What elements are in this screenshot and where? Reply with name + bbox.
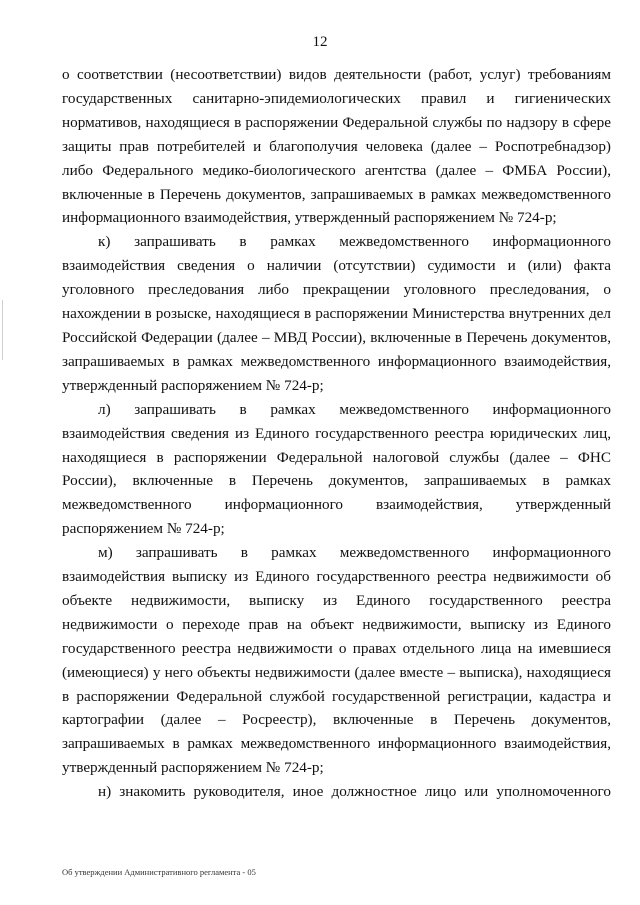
paragraph-item-m: м) запрашивать в рамках межведомственного информационного взаимодействия выписку из Единого государственного реестра недвижимости об объекте недвижимости, выписку из Единого государственного реестра недвижимости о переходе прав на объект недвижимости, выписку из Единого государственного реестра недвижимости о правах отдельного лица на имевшиеся (имеющиеся) у него объекты недвижимости (далее вместе – выписка), находящиеся в распоряжении Федеральной службой государственной регистрации, кадастра и картографии (далее – Росреестр), включенные в Перечень документов, запрашиваемых в рамках межведомственного информационного взаимодействия, утвержденный распоряжением № 724-р; [62, 544, 611, 777]
paragraph-item-k: к) запрашивать в рамках межведомственного информационного взаимодействия сведения о наличии (отсутствии) судимости и (или) факта уголовного преследования либо прекращении уголовного преследования, о нахождении в розыске, находящиеся в распоряжении Министерства внутренних дел Российской Федерации (далее – МВД России), включенные в Перечень документов, запрашиваемых в рамках межведомственного информационного взаимодействия, утвержденный распоряжением № 724-р; [62, 233, 611, 394]
page-number: 12 [312, 34, 328, 50]
paragraph-item-l: л) запрашивать в рамках межведомственного информационного взаимодействия сведения из Единого государственного реестра юридических лиц, находящиеся в распоряжении Федеральной налоговой службы (далее – ФНС России), включенные в Перечень документов, запрашиваемых в рамках межведомственного информационного взаимодействия, утвержденный распоряжением № 724-р; [62, 400, 611, 538]
document-body [62, 63, 611, 804]
paragraph-continuation: о соответствии (несоответствии) видов деятельности (работ, услуг) требованиям государственных санитарно-эпидемиологических правил и гигиенических нормативов, находящиеся в распоряжении Федеральной службы по надзору в сфере защиты прав потребителей и благополучия человека (далее – Роспотребнадзор) либо Федерального медико-биологического агентства (далее – ФМБА России), включенные в Перечень документов, запрашиваемых в рамках межведомственного информационного взаимодействия, утвержденный распоряжением № 724-р; [62, 66, 611, 227]
scan-edge-mark [2, 300, 3, 360]
document-footer: Об утверждении Административного регламента - 05 [62, 867, 256, 877]
paragraph-item-n: н) знакомить руководителя, иное должностное лицо или уполномоченного [98, 783, 611, 801]
